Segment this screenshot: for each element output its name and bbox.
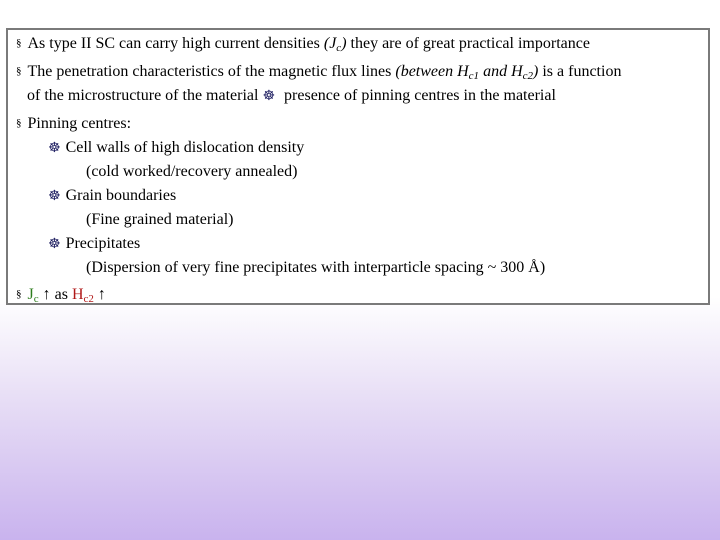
pinning-item-3: ☸ Precipitates	[48, 235, 141, 252]
bullet-1: § As type II SC can carry high current densities $(J_c)$ they are of great practical importance	[16, 35, 590, 54]
bullet-2: § The penetration characteristics of the magnetic flux lines (between $H_{c1}$ and $H_{c2}$) is a function	[16, 63, 622, 82]
wheel-icon: ☸	[48, 141, 61, 156]
up-arrow-icon: ↑	[93, 286, 106, 303]
bullet-2-line2: of the microstructure of the material ☸ presence of pinning centres in the material	[27, 87, 556, 104]
pinning-item-2-detail: (Fine grained material)	[86, 211, 234, 228]
wheel-icon: ☸	[262, 89, 276, 104]
bullet-marker: §	[16, 65, 22, 77]
up-arrow-icon: ↑	[38, 286, 51, 303]
content-box	[6, 28, 710, 305]
bullet-marker: §	[16, 37, 22, 49]
bullet-1-text: As type II SC can carry high current densities	[27, 35, 324, 52]
bullet-3	[16, 114, 131, 135]
wheel-icon: ☸	[48, 237, 61, 252]
pinning-item-1: ☸ Cell walls of high dislocation density	[48, 139, 305, 156]
bullet-4: § $J_c$ ↑ as $H_{c2}$ ↑	[16, 286, 106, 305]
pinning-item-2: ☸ Grain boundaries	[48, 187, 177, 204]
wheel-icon: ☸	[48, 189, 61, 204]
pinning-item-1-detail: (cold worked/recovery annealed)	[86, 163, 298, 180]
pinning-item-3-detail: (Dispersion of very fine precipitates with interparticle spacing ~ 300 Å)	[86, 259, 546, 276]
bullet-marker: §	[16, 117, 22, 129]
bullet-marker: §	[16, 288, 22, 300]
pinning-heading: Pinning centres:	[27, 115, 132, 132]
